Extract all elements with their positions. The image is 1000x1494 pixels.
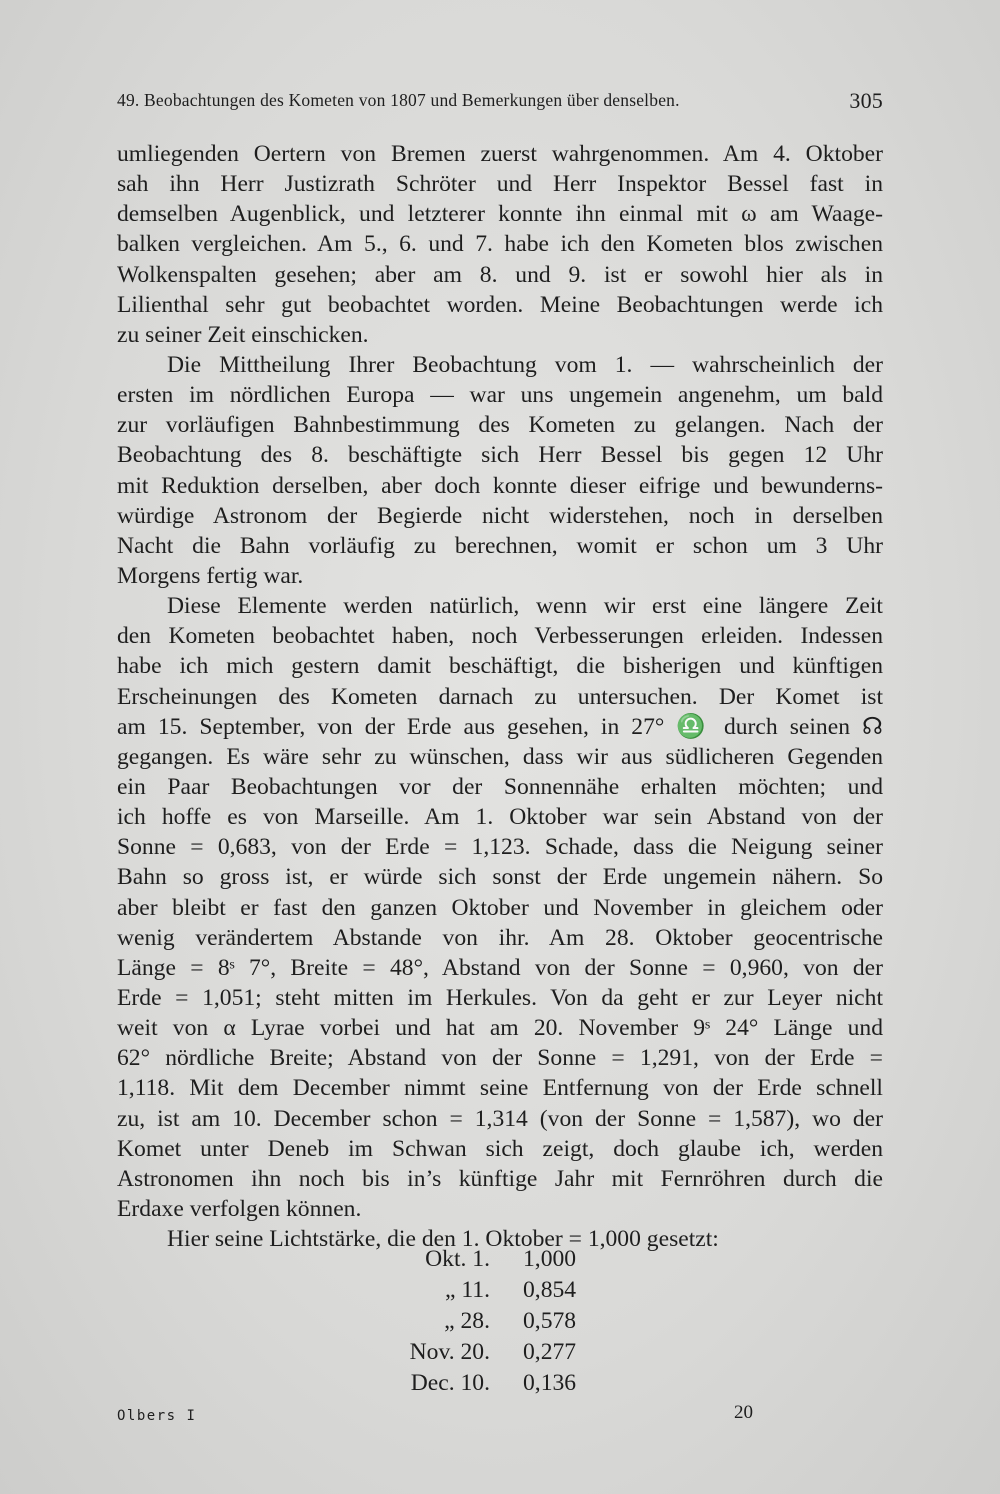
text-line: Komet unter Deneb im Schwan sich zeigt, doch glaube ich, werden [117, 1135, 883, 1162]
table-date: Nov. 20. [409, 1339, 490, 1365]
text-line: Astronomen ihn noch bis in’s künftige Jahr mit Fernröhren durch die [117, 1165, 883, 1192]
text-line: Beobachtung des 8. beschäftigte sich Herr Bessel bis gegen 12 Uhr [117, 442, 883, 469]
text-line: ich hoffe es von Marseille. Am 1. Oktober war sein Abstand von der [117, 804, 883, 831]
page-number: 305 [849, 88, 883, 113]
text-line: weit von α Lyrae vorbei und hat am 20. November 9ˢ 24° Länge und [117, 1015, 883, 1042]
text-line: balken vergleichen. Am 5., 6. und 7. habe ich den Kometen blos zwischen [117, 231, 883, 258]
text-line: mit Reduktion derselben, aber doch konnte dieser eifrige und bewunderns- [117, 472, 883, 499]
text-line: 1,118. Mit dem December nimmt seine Entfernung von der Erde schnell [117, 1075, 883, 1102]
text-line: Diese Elemente werden natürlich, wenn wir erst eine längere Zeit [167, 593, 883, 620]
text-line: Morgens fertig war. [117, 562, 304, 589]
text-line: aber bleibt er fast den ganzen Oktober und November in gleichem oder [117, 894, 883, 921]
text-line: Länge = 8ˢ 7°, Breite = 48°, Abstand von der Sonne = 0,960, von der [117, 954, 883, 981]
text-line: Erscheinungen des Kometen darnach zu untersuchen. Der Komet ist [117, 683, 883, 710]
text-line: wenig verändertem Abstande von ihr. Am 28. Oktober geocentrische [117, 924, 883, 951]
table-value: 1,000 [523, 1246, 577, 1272]
text-line: demselben Augenblick, und letzterer konnte ihn einmal mit ω am Waage- [117, 201, 883, 228]
sheet-number: 20 [734, 1402, 753, 1423]
table-date: Dec. 10. [410, 1370, 490, 1396]
text-line: Erdaxe verfolgen können. [117, 1195, 362, 1222]
text-line: zu seiner Zeit einschicken. [117, 321, 369, 348]
body-text [117, 139, 883, 1254]
text-line: umliegenden Oertern von Bremen zuerst wahrgenommen. Am 4. Oktober [117, 141, 883, 167]
running-header [117, 88, 883, 118]
table-value: 0,136 [523, 1370, 577, 1396]
table-value: 0,854 [523, 1277, 577, 1303]
text-line: Hier seine Lichtstärke, die den 1. Oktober = 1,000 gesetzt: [167, 1226, 719, 1253]
text-line: zur vorläufigen Bahnbestimmung des Kometen zu gelangen. Nach der [117, 412, 883, 439]
text-line: habe ich mich gestern damit beschäftigt, die bisherigen und künftigen [117, 653, 883, 680]
table-value: 0,578 [523, 1308, 577, 1334]
text-line: Lilienthal sehr gut beobachtet worden. Meine Beobachtungen werde ich [117, 291, 883, 318]
text-line: ein Paar Beobachtungen vor der Sonnennähe erhalten möchten; und [117, 773, 883, 800]
text-line: sah ihn Herr Justizrath Schröter und Herr Inspektor Bessel fast in [117, 171, 883, 198]
text-line: Erde = 1,051; steht mitten im Herkules. Von da geht er zur Leyer nicht [117, 984, 883, 1011]
text-line: Die Mittheilung Ihrer Beobachtung vom 1. — wahrscheinlich der [167, 351, 883, 378]
table-date: „ 28. [444, 1308, 490, 1334]
text-line: ersten im nördlichen Europa — war uns ungemein angenehm, um bald [117, 382, 883, 409]
text-line: 62° nördliche Breite; Abstand von der Sonne = 1,291, von der Erde = [117, 1045, 883, 1072]
text-line: den Kometen beobachtet haben, noch Verbesserungen erleiden. Indessen [117, 623, 883, 650]
text-line: am 15. September, von der Erde aus gesehen, in 27° ♎ durch seinen ☊ [117, 713, 883, 740]
table-date: Okt. 1. [425, 1246, 490, 1272]
text-line: Wolkenspalten gesehen; aber am 8. und 9. ist er sowohl hier als in [117, 261, 883, 288]
table-date: „ 11. [445, 1277, 490, 1303]
printer-signature: Olbers I [117, 1408, 197, 1424]
text-line: Nacht die Bahn vorläufig zu berechnen, womit er schon um 3 Uhr [117, 532, 883, 559]
text-line: würdige Astronom der Begierde nicht widerstehen, noch in derselben [117, 502, 883, 529]
text-line: Sonne = 0,683, von der Erde = 1,123. Schade, dass die Neigung seiner [117, 834, 883, 861]
running-title: 49. Beobachtungen des Kometen von 1807 und Bemerkungen über denselben. [117, 90, 680, 110]
table-value: 0,277 [523, 1339, 577, 1365]
text-line: Bahn so gross ist, er würde sich sonst der Erde ungemein nähern. So [117, 864, 883, 891]
text-line: zu, ist am 10. December schon = 1,314 (von der Sonne = 1,587), wo der [117, 1105, 883, 1132]
text-line: gegangen. Es wäre sehr zu wünschen, dass wir aus südlicheren Gegenden [117, 743, 883, 770]
